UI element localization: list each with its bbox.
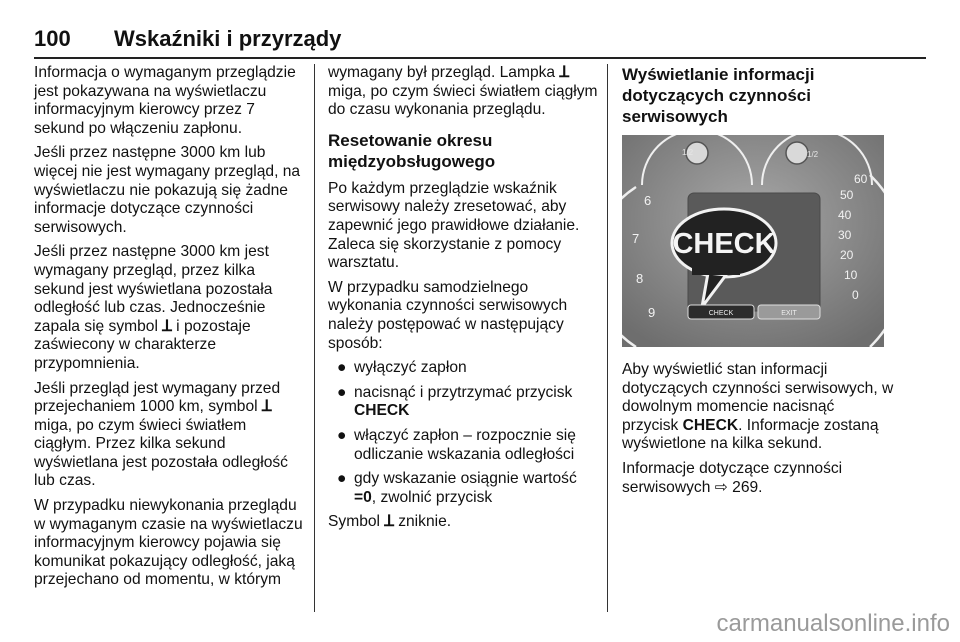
gauge-number: 9 xyxy=(648,305,656,320)
paragraph: Jeśli przegląd jest wymagany przed przejechaniem 1000 km, symbol ꓕ miga, po czym świeci światłem ciągłym. Przez kilka sekund wyświetlana jest pozostała odległość lub czas. xyxy=(34,379,288,490)
bullet-icon: ● xyxy=(337,359,347,377)
instrument-cluster-illustration xyxy=(622,135,884,347)
gauge-number: 1/2 xyxy=(682,148,694,157)
paragraph: Po każdym przeglądzie wskaźnik serwisowy należy zresetować, aby zapewnić jego prawidłowe działanie. Zaleca się skorzystanie z pomocy warsztatu. xyxy=(328,179,580,272)
exit-button-label: EXIT xyxy=(781,310,797,317)
paragraph: wymagany był przegląd. Lampka ꓕ miga, po czym świeci światłem ciągłym do czasu wykonania przeglądu. xyxy=(328,64,598,119)
check-button-label: CHECK xyxy=(708,310,734,317)
watermark: carmanualsonline.info xyxy=(716,610,950,637)
gauge-number: 40 xyxy=(838,208,852,222)
paragraph: Jeśli przez następne 3000 km jest wymagany przegląd, przez kilka sekund jest wyświetlana pozostała odległość lub czas. Jednocześnie zapala się symbol ꓕ i pozostaje zaświecony w charakterze przypomnienia. xyxy=(34,243,273,372)
bullet-icon: ● xyxy=(337,426,347,444)
service-symbol-icon: ꓕ xyxy=(261,398,272,416)
service-symbol-icon: ꓕ xyxy=(162,317,172,335)
bullet-icon: ● xyxy=(337,383,347,401)
list-item: ● wyłączyć zapłon xyxy=(337,359,467,377)
paragraph: W przypadku niewykonania przeglądu w wymaganym czasie na wyświetlaczu informacyjnym kierowcy pojawia się komunikat pokazujący odległość, jaką przejechano od momentu, w którym xyxy=(34,497,303,589)
paragraph: Informacje dotyczące czynności serwisowych ⇨ 269. xyxy=(622,459,843,496)
page-number: 100 xyxy=(34,26,71,51)
page-reference-link[interactable]: 269 xyxy=(732,478,759,496)
service-symbol-icon: ꓕ xyxy=(384,513,394,531)
gauge-number: 1/2 xyxy=(807,150,819,159)
list-item: ● nacisnąć i przytrzymać przycisk CHECK xyxy=(337,383,573,420)
paragraph: Informacja o wymaganym przeglądzie jest pokazywana na wyświetlaczu informacyjnym kierowcy przez 7 sekund po włączeniu zapłonu. xyxy=(34,64,296,137)
gauge-number: 0 xyxy=(852,288,859,302)
callout-pointer-mask xyxy=(692,263,740,275)
paragraph: Symbol ꓕ zniknie. xyxy=(328,513,452,531)
gauge-number: 60 xyxy=(854,172,868,186)
instrument-cluster-figure xyxy=(622,135,884,347)
gauge-number: 7 xyxy=(632,231,640,246)
list-item: ● włączyć zapłon – rozpocznie się odliczanie wskazania odległości xyxy=(337,426,576,463)
gauge-number: 6 xyxy=(644,193,652,208)
column-divider-1 xyxy=(314,64,315,612)
paragraph: W przypadku samodzielnego wykonania czynności serwisowych należy postępować w następujący sposób: xyxy=(328,278,568,352)
callout-text: CHECK xyxy=(672,228,776,260)
column-3 xyxy=(622,64,894,503)
section-heading: Wyświetlanie informacji dotyczących czynności serwisowych xyxy=(622,65,815,126)
paragraph: Jeśli przez następne 3000 km lub więcej nie jest wymagany przegląd, na wyświetlaczu nie pokazują się żadne informacje dotyczące czynności serwisowych. xyxy=(34,144,301,236)
gauge-number: 8 xyxy=(636,271,644,286)
list-item: ● gdy wskazanie osiągnie wartość =0, zwolnić przycisk xyxy=(337,470,577,506)
header-rule xyxy=(34,57,926,59)
page-title: Wskaźniki i przyrządy xyxy=(114,26,342,51)
gauge-number: 50 xyxy=(840,188,854,202)
gauge-number: 10 xyxy=(844,268,858,282)
column-1 xyxy=(34,64,304,596)
section-heading: Resetowanie okresu międzyobsługowego xyxy=(328,130,496,171)
gauge-number: 30 xyxy=(838,228,852,242)
service-symbol-icon: ꓕ xyxy=(559,64,569,81)
instruction-list xyxy=(328,359,598,507)
page-reference-arrow-icon: ⇨ xyxy=(714,478,728,496)
gauge-number: 20 xyxy=(840,248,854,262)
column-divider-2 xyxy=(607,64,608,612)
paragraph: Aby wyświetlić stan informacji dotyczących czynności serwisowych, w dowolnym momencie nacisnąć przycisk CHECK. Informacje zostaną wyświetlone na kilka sekund. xyxy=(622,361,894,453)
temperature-gauge-icon xyxy=(786,142,808,164)
bullet-icon: ● xyxy=(337,470,347,488)
column-2 xyxy=(328,64,598,538)
